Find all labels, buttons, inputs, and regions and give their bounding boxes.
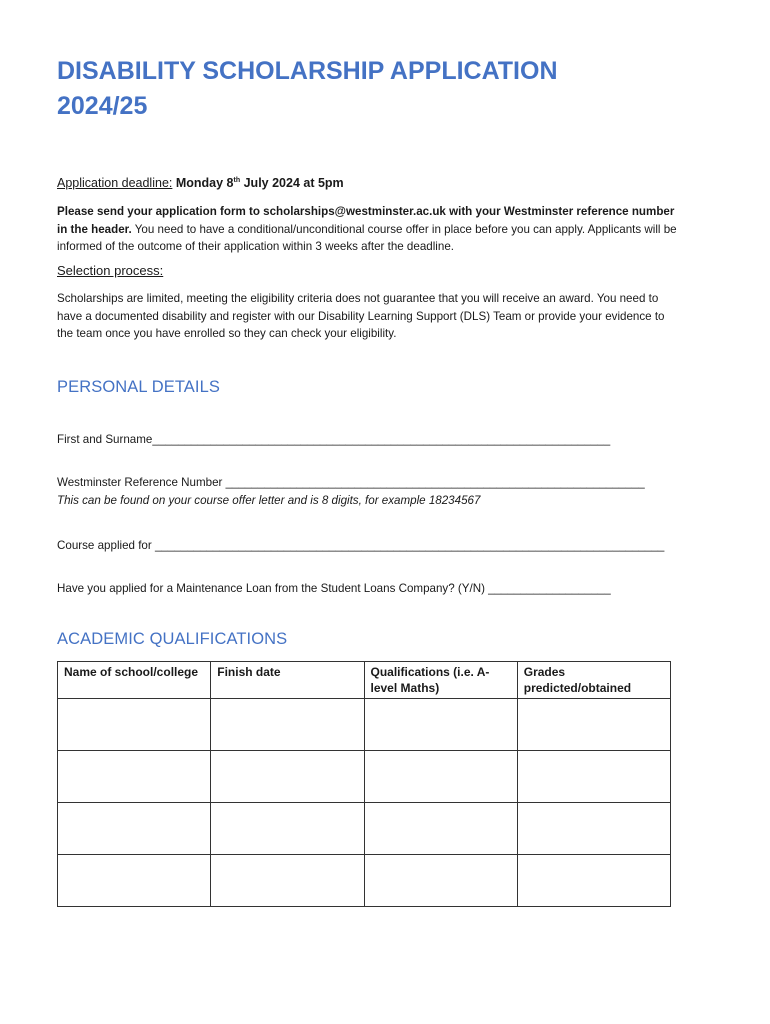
table-cell-finish-date[interactable] (211, 751, 364, 803)
table-cell-finish-date[interactable] (211, 803, 364, 855)
table-cell-qualifications[interactable] (364, 803, 517, 855)
page-title (57, 54, 657, 124)
table-header-row (58, 662, 671, 699)
table-cell-school[interactable] (58, 751, 211, 803)
deadline-date-rest: July 2024 at 5pm (243, 176, 344, 190)
maintenance-loan-field[interactable]: Have you applied for a Maintenance Loan from the Student Loans Company? (Y/N) ___________________ (57, 582, 611, 595)
reference-number-field[interactable]: Westminster Reference Number _________________________________________________________________ (57, 476, 645, 489)
table-cell-school[interactable] (58, 699, 211, 751)
table-cell-qualifications[interactable] (364, 855, 517, 907)
name-field[interactable]: First and Surname_______________________________________________________________________ (57, 433, 611, 446)
table-cell-grades[interactable] (517, 803, 670, 855)
table-cell-grades[interactable] (517, 855, 670, 907)
table-cell-grades[interactable] (517, 751, 670, 803)
application-deadline (57, 175, 344, 193)
table-cell-qualifications[interactable] (364, 751, 517, 803)
submission-instructions-body: You need to have a conditional/unconditional course offer in place before you can apply. Applicants will be informed of the outcome of their application within 3 weeks after the deadline. (57, 222, 677, 253)
table-cell-school[interactable] (58, 803, 211, 855)
deadline-date (176, 176, 344, 190)
table-cell-finish-date[interactable] (211, 855, 364, 907)
academic-qualifications-heading: ACADEMIC QUALIFICATIONS (57, 630, 288, 648)
reference-number-hint: This can be found on your course offer letter and is 8 digits, for example 18234567 (57, 494, 481, 507)
table-row (58, 751, 671, 803)
table-row (58, 855, 671, 907)
title-line-2: 2024/25 (57, 92, 148, 120)
selection-process-heading: Selection process: (57, 263, 164, 278)
table-cell-qualifications[interactable] (364, 699, 517, 751)
table-cell-school[interactable] (58, 855, 211, 907)
title-line-1: DISABILITY SCHOLARSHIP APPLICATION (57, 57, 558, 85)
column-header-finish-date: Finish date (211, 662, 364, 699)
table-cell-finish-date[interactable] (211, 699, 364, 751)
deadline-date-day: Monday 8 (175, 176, 234, 190)
course-applied-field[interactable]: Course applied for _______________________________________________________________________________ (57, 539, 665, 552)
submission-instructions (57, 203, 677, 256)
column-header-school: Name of school/college (58, 662, 211, 699)
academic-qualifications-table (57, 661, 671, 907)
table-row (58, 803, 671, 855)
submission-instructions-bold: Please send your application form to scholarships@westminster.ac.uk with your Westminster reference number in the header. (57, 205, 675, 236)
table-cell-grades[interactable] (517, 699, 670, 751)
personal-details-heading: PERSONAL DETAILS (57, 378, 220, 396)
selection-process-body: Scholarships are limited, meeting the eligibility criteria does not guarantee that you will receive an award. You need to have a documented disability and register with our Disability Learning Support (DLS) Team or provide your evidence to the team once you have enrolled so they can check your eligibility. (57, 292, 665, 340)
deadline-label: Application deadline: (57, 176, 173, 190)
table-row (58, 699, 671, 751)
column-header-grades: Grades predicted/obtained (517, 662, 670, 699)
column-header-qualifications: Qualifications (i.e. A-level Maths) (364, 662, 517, 699)
deadline-date-suffix-sup: th (233, 176, 241, 184)
